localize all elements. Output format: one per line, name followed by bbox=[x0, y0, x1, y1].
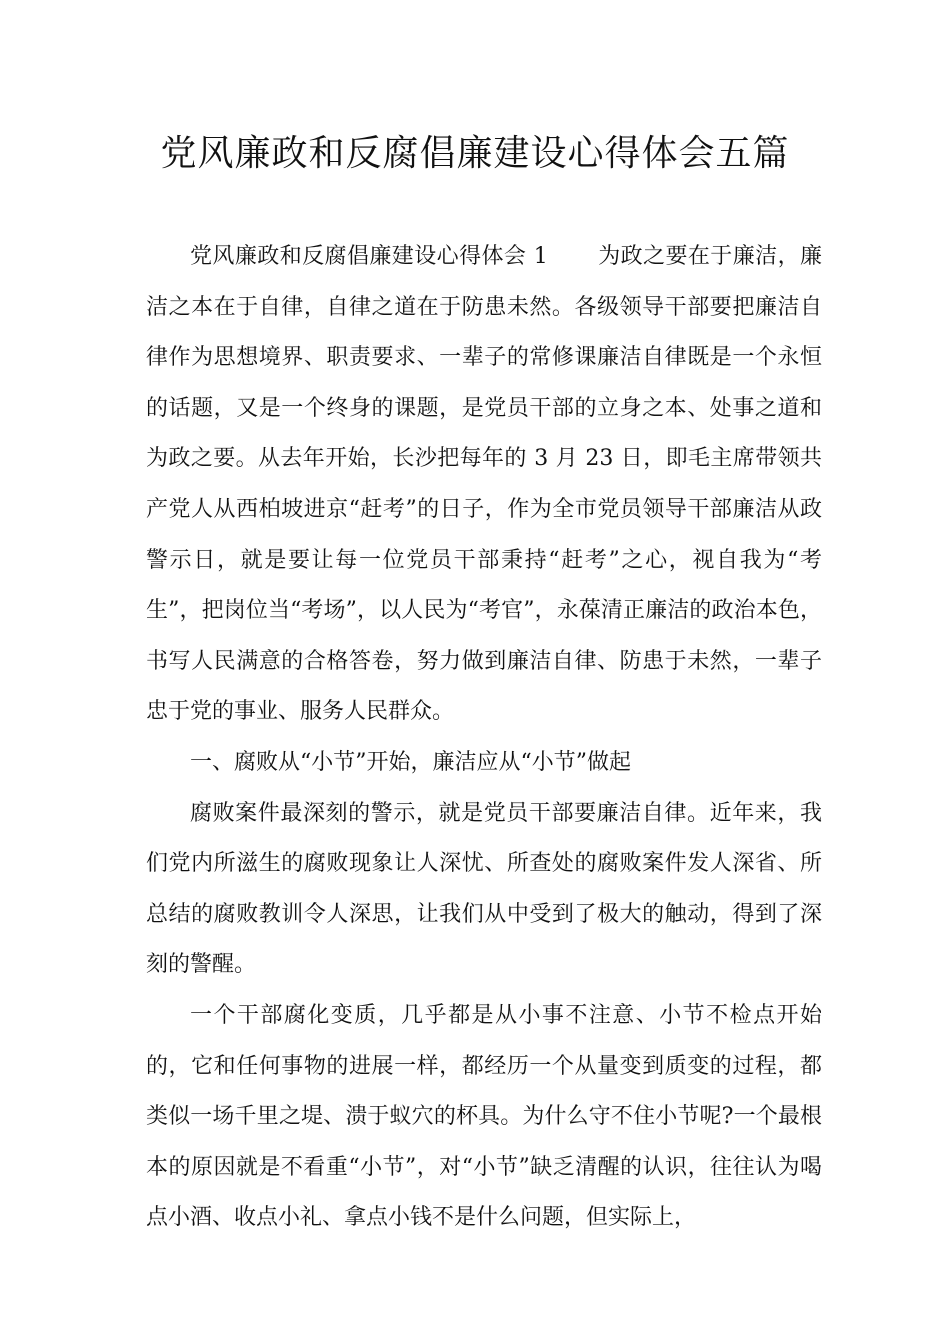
paragraph-2: 腐败案件最深刻的警示，就是党员干部要廉洁自律。近年来，我们党内所滋生的腐败现象让人深忧、所查处的腐败案件发人深省、所总结的腐败教训令人深思，让我们从中受到了极大的触动，得到了深刻的警醒。 bbox=[146, 800, 822, 978]
paragraph-1-text: 为政之要在于廉洁，廉洁之本在于自律，自律之道在于防患未然。各级领导干部要把廉洁自律作为思想境界、职责要求、一辈子的常修课廉洁自律既是一个永恒的话题，又是一个终身的课题，是党员干部的立身之本、处事之道和为政之要。从去年开始，长沙把每年的 3 月 23 日，即毛主席带领共产党人从西柏坡进京“赶考”的日子，作为全市党员领导干部廉洁从政警示日，就是要让每一位党员干部秉持“赶考”之心，视自我为“考生”，把岗位当“考场”，以人民为“考官”，永葆清正廉洁的政治本色，书写人民满意的合格答卷，努力做到廉洁自律、防患于未然，一辈子忠于党的事业、服务人民群众。 bbox=[146, 244, 822, 725]
document-body bbox=[146, 232, 822, 1244]
section-heading: 党风廉政和反腐倡廉建设心得体会 1 bbox=[190, 244, 548, 269]
paragraph-1 bbox=[146, 232, 822, 738]
subheading-1: 一、腐败从“小节”开始，廉洁应从“小节”做起 bbox=[190, 749, 631, 775]
paragraph-3: 一个干部腐化变质，几乎都是从小事不注意、小节不检点开始的，它和任何事物的进展一样，都经历一个从量变到质变的过程，都类似一场千里之堤、溃于蚁穴的杯具。为什么守不住小节呢?一个最根本的原因就是不看重“小节”，对“小节”缺乏清醒的认识，往往认为喝点小酒、收点小礼、拿点小钱不是什么问题，但实际上， bbox=[146, 1002, 822, 1231]
document-title: 党风廉政和反腐倡廉建设心得体会五篇 bbox=[160, 133, 790, 174]
